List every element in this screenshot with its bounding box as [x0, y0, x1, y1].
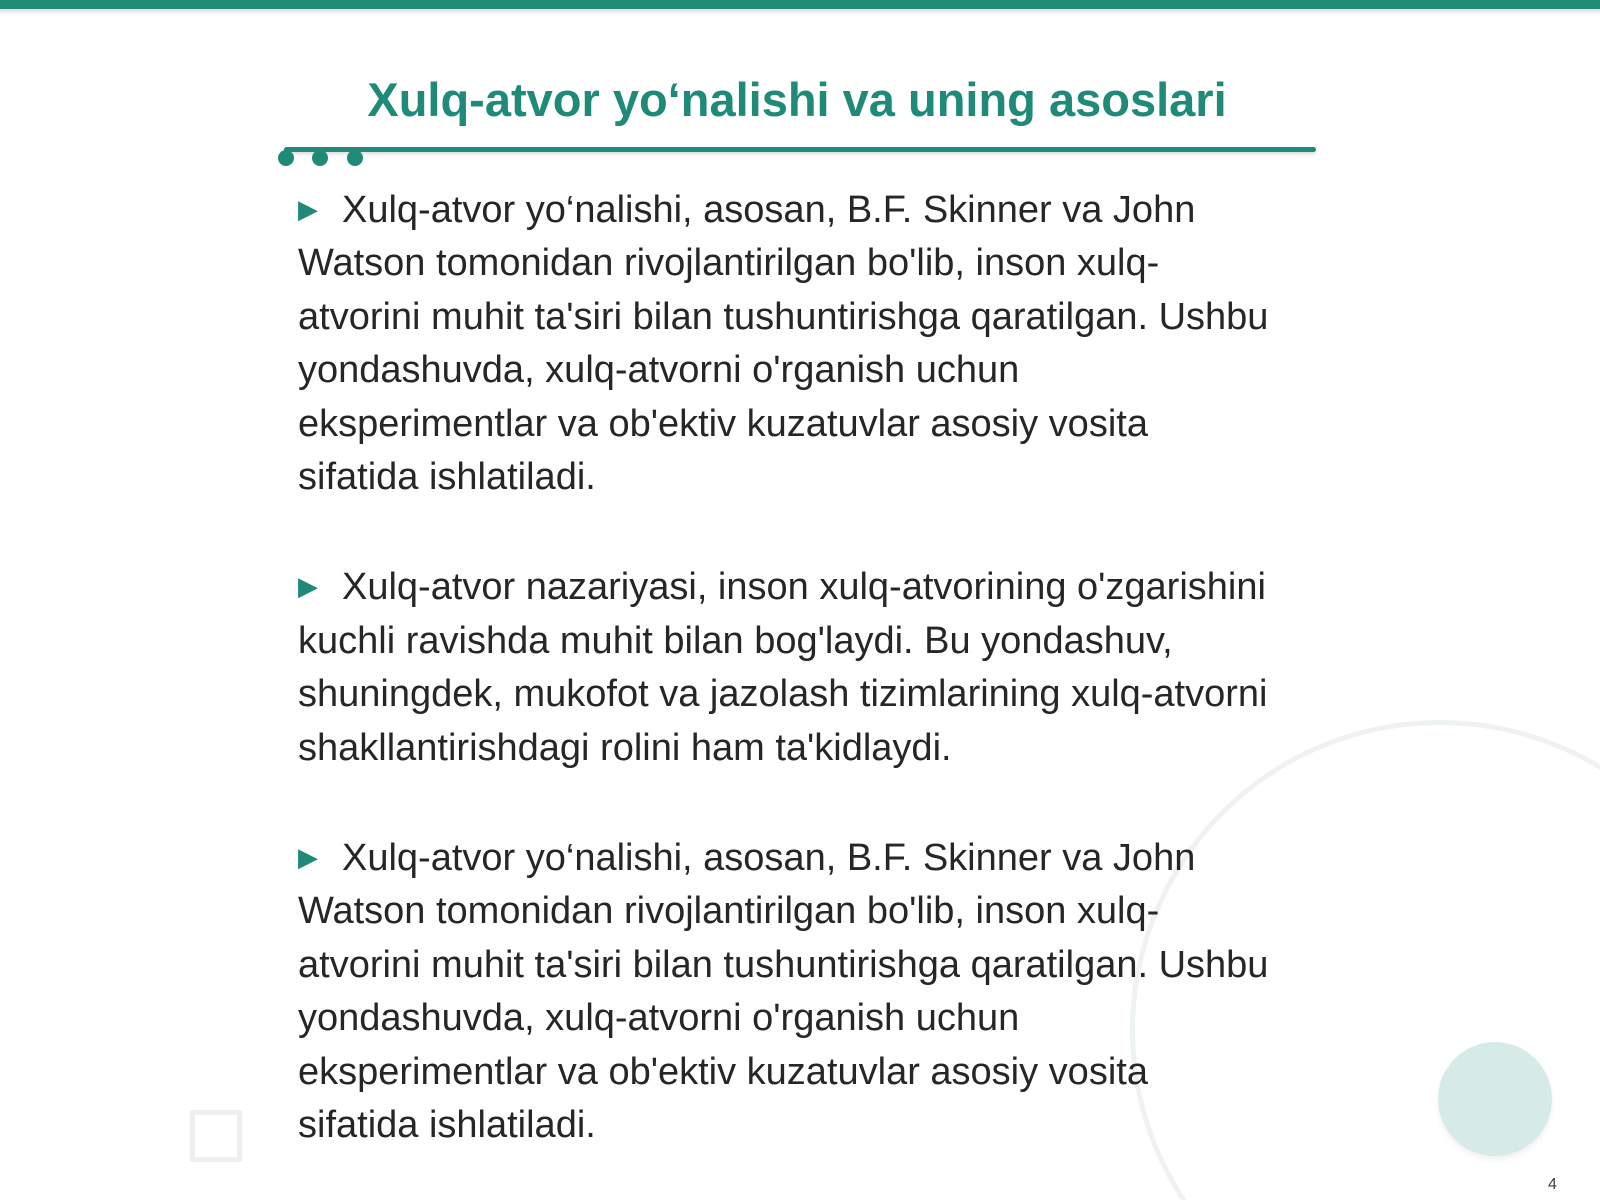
bullet-text: Xulq-atvor yo‘nalishi, asosan, B.F. Skinner va John Watson tomonidan rivojlantirilgan bo'lib, inson xulq-atvorini muhit ta'siri bilan tushuntirishga qaratilgan. Ushbu yondashuvda, xulq-atvorni o'rganish uchun eksperimentlar va ob'ektiv kuzatuvlar asosiy vosita sifatida ishlatiladi.	[298, 189, 1269, 499]
decorative-square	[190, 1110, 242, 1162]
title-dot-2	[312, 150, 328, 166]
bullet-text: Xulq-atvor nazariyasi, inson xulq-atvorining o'zgarishini kuchli ravishda muhit bilan bog'laydi. Bu yondashuv, shuningdek, mukofot va jazolash tizimlarining xulq-atvorni shakllantirishdagi rolini ham ta'kidlaydi.	[298, 566, 1268, 769]
bullet-arrow-icon: ▶	[298, 571, 318, 602]
bullet-paragraph-1	[298, 183, 1278, 504]
decorative-circle	[1438, 1042, 1552, 1156]
top-bar-shadow	[0, 9, 1600, 15]
title-underline	[284, 147, 1316, 152]
slide-title: Xulq-atvor yo‘nalishi va uning asoslari	[367, 73, 1227, 126]
bullet-text: Xulq-atvor yo‘nalishi, asosan, B.F. Skinner va John Watson tomonidan rivojlantirilgan bo'lib, inson xulq-atvorini muhit ta'siri bilan tushuntirishga qaratilgan. Ushbu yondashuvda, xulq-atvorni o'rganish uchun eksperimentlar va ob'ektiv kuzatuvlar asosiy vosita sifatida ishlatiladi.	[298, 837, 1269, 1147]
bullet-arrow-icon: ▶	[298, 194, 318, 224]
page-number: 4	[1548, 1176, 1557, 1193]
top-accent-bar	[0, 0, 1600, 9]
bullet-list	[298, 183, 1278, 1200]
title-dot-3	[347, 150, 363, 166]
bullet-paragraph-2	[298, 560, 1278, 775]
bullet-paragraph-3	[298, 831, 1278, 1152]
title-dot-1	[278, 150, 294, 166]
bullet-arrow-icon: ▶	[298, 842, 318, 873]
